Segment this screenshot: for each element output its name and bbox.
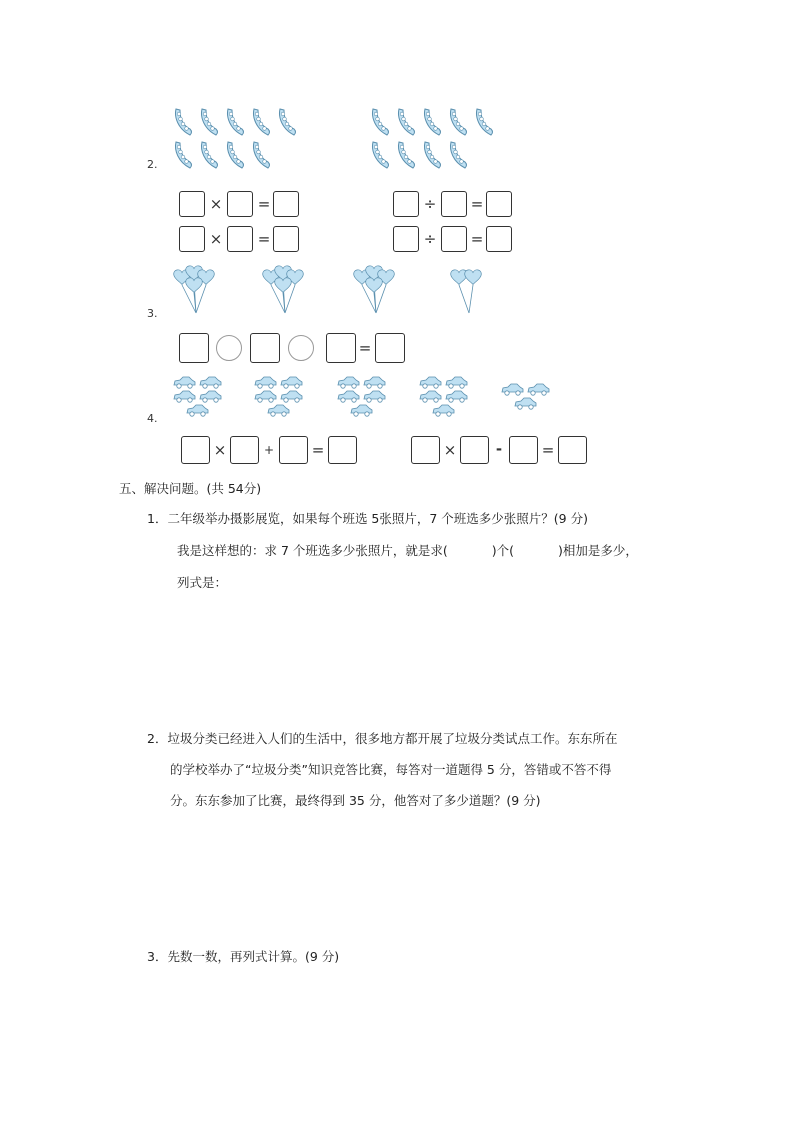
car-icon bbox=[266, 402, 290, 421]
equals-sign: = bbox=[257, 230, 271, 248]
problem-3-question: 3．先数一数，再列式计算。(9 分) bbox=[147, 949, 340, 964]
question-2-number: 2. bbox=[147, 158, 158, 171]
answer-box[interactable] bbox=[375, 333, 405, 363]
pea-pod-icon bbox=[395, 107, 417, 141]
reasoning-text: )个( bbox=[491, 543, 515, 558]
answer-box[interactable] bbox=[393, 191, 419, 217]
pea-pod-icon bbox=[250, 140, 272, 174]
reasoning-text: )相加是多少， bbox=[558, 543, 638, 558]
equals-sign: = bbox=[470, 195, 484, 213]
question-4-number: 4. bbox=[147, 412, 158, 425]
pea-pod-icon bbox=[172, 140, 194, 174]
problem-2-line-3: 分。东东参加了比赛，最终得到 35 分，他答对了多少道题？(9 分) bbox=[170, 793, 541, 808]
answer-box[interactable] bbox=[179, 191, 205, 217]
answer-box[interactable] bbox=[441, 226, 467, 252]
answer-box[interactable] bbox=[230, 436, 259, 464]
pea-pod-icon bbox=[447, 107, 469, 141]
operator-circle[interactable] bbox=[216, 335, 242, 361]
pea-pod-icon bbox=[473, 107, 495, 141]
pea-pod-icon bbox=[369, 107, 391, 141]
section-5-title: 五、解决问题。(共 54分) bbox=[119, 481, 262, 496]
answer-box[interactable] bbox=[411, 436, 440, 464]
car-icon bbox=[513, 395, 537, 414]
times-sign: × bbox=[443, 441, 457, 459]
answer-box[interactable] bbox=[328, 436, 357, 464]
pea-pod-icon bbox=[224, 107, 246, 141]
answer-box[interactable] bbox=[273, 191, 299, 217]
pea-pod-icon bbox=[172, 107, 194, 141]
divide-sign: ÷ bbox=[423, 230, 437, 248]
operator-circle[interactable] bbox=[288, 335, 314, 361]
answer-box[interactable] bbox=[486, 226, 512, 252]
equals-sign: = bbox=[257, 195, 271, 213]
question-3-number: 3. bbox=[147, 307, 158, 320]
answer-box[interactable] bbox=[326, 333, 356, 363]
equals-sign: = bbox=[311, 441, 325, 459]
car-icon bbox=[185, 402, 209, 421]
answer-box[interactable] bbox=[227, 226, 253, 252]
times-sign: × bbox=[213, 441, 227, 459]
answer-box[interactable] bbox=[179, 333, 209, 363]
divide-sign: ÷ bbox=[423, 195, 437, 213]
balloon-bunch-icon bbox=[352, 265, 402, 321]
pea-pod-icon bbox=[250, 107, 272, 141]
answer-box[interactable] bbox=[558, 436, 587, 464]
answer-box[interactable] bbox=[441, 191, 467, 217]
times-sign: × bbox=[209, 230, 223, 248]
pea-pod-icon bbox=[198, 140, 220, 174]
pea-pod-icon bbox=[447, 140, 469, 174]
car-icon bbox=[431, 402, 455, 421]
equals-sign: = bbox=[358, 339, 372, 357]
equals-sign: = bbox=[470, 230, 484, 248]
answer-box[interactable] bbox=[273, 226, 299, 252]
answer-box[interactable] bbox=[181, 436, 210, 464]
pea-pod-icon bbox=[421, 140, 443, 174]
answer-box[interactable] bbox=[486, 191, 512, 217]
times-sign: × bbox=[209, 195, 223, 213]
pea-pod-icon bbox=[276, 107, 298, 141]
problem-1-question: 1．二年级举办摄影展览，如果每个班选 5张照片，7 个班选多少张照片？(9 分) bbox=[147, 511, 588, 526]
answer-box[interactable] bbox=[227, 191, 253, 217]
answer-box[interactable] bbox=[179, 226, 205, 252]
problem-1-formula-label: 列式是： bbox=[177, 575, 228, 590]
pea-pod-icon bbox=[395, 140, 417, 174]
problem-1-reasoning bbox=[177, 541, 638, 559]
answer-box[interactable] bbox=[509, 436, 538, 464]
plus-sign: + bbox=[263, 443, 275, 457]
problem-2-line-1: 2．垃圾分类已经进入人们的生活中，很多地方都开展了垃圾分类试点工作。东东所在 bbox=[147, 731, 618, 746]
minus-sign: - bbox=[495, 440, 503, 458]
balloon-bunch-icon bbox=[261, 265, 311, 321]
pea-pod-icon bbox=[421, 107, 443, 141]
answer-box[interactable] bbox=[393, 226, 419, 252]
pea-pod-icon bbox=[224, 140, 246, 174]
pea-pod-icon bbox=[198, 107, 220, 141]
reasoning-text: 我是这样想的：求 7 个班选多少张照片，就是求( bbox=[177, 543, 448, 558]
equals-sign: = bbox=[541, 441, 555, 459]
answer-box[interactable] bbox=[250, 333, 280, 363]
pea-pod-icon bbox=[369, 140, 391, 174]
answer-box[interactable] bbox=[460, 436, 489, 464]
problem-2-line-2: 的学校举办了“垃圾分类”知识竞答比赛，每答对一道题得 5 分，答错或不答不得 bbox=[170, 762, 612, 777]
balloon-bunch-icon bbox=[445, 265, 495, 321]
answer-box[interactable] bbox=[279, 436, 308, 464]
balloon-bunch-icon bbox=[172, 265, 222, 321]
car-icon bbox=[349, 402, 373, 421]
